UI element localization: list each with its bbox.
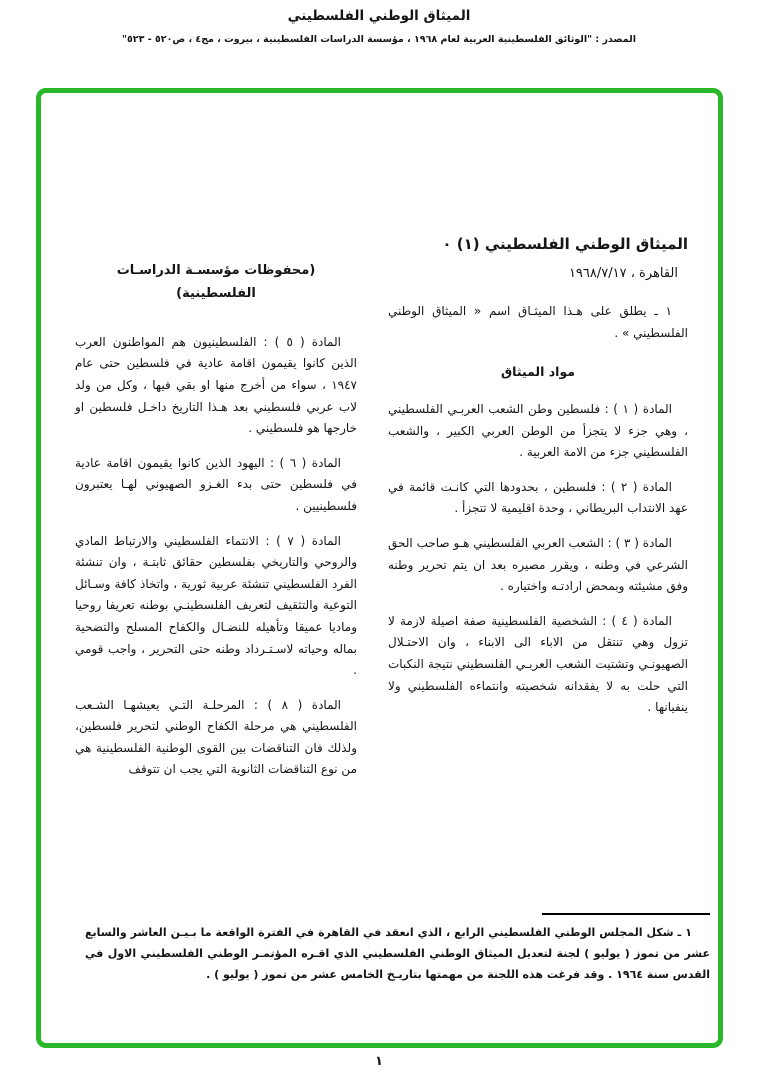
- charter-title: الميثاق الوطني الفلسطيني (١) ٠: [442, 235, 688, 253]
- footnote-text: ١ ـ شكل المجلس الوطني الفلسطيني الرابع ، الذي انعقد في القاهرة في الفترة الواقعة ما بـيـن العاشر والسابع عشر من تموز ( يوليو ) لجنة لتعديل الميثاق الوطني الفلسطيني الذي اقـره المؤتمـر الوطني الفلسطيني الاول في القدس سنة ١٩٦٤ . وقد فرغت هذه اللجنة من مهمتها بتاريـخ الخامس عشر من تموز ( يوليو ) .: [85, 926, 710, 981]
- footnote-block: [85, 913, 710, 986]
- article-7: المادة ( ٧ ) : الانتماء الفلسطيني والارتباط المادي والروحي والتاريخي بفلسطين حقائق ثابتـة ، وان تنشئة الفرد الفلسطيني تنشئة عربية ثورية ، واتخاذ كافة وسـائل التوعية والتثقيف لتعريف الفلسطينـي بوطنه تعريفا روحيا وماديا عميقا وتأهيله للنضـال والكفاح المسلح والتضحية بماله وحياته لاسـتـرداد وطنه حتى التحرير ، واجب قومي .: [75, 533, 357, 678]
- article-8: المادة ( ٨ ) : المرحلـة التـي يعيشهـا الشـعب الفلسطيني هي مرحلة الكفاح الوطني لتحرير فلسطين، ولذلك فان التناقضات بين القوى الوطنية الفلسطينية هي من نوع التناقضات الثانوية التي يجب ان تتوقف: [75, 697, 357, 777]
- page-number: ١: [375, 1054, 383, 1069]
- page-header: [0, 8, 758, 45]
- article-5: المادة ( ٥ ) : الفلسطينيون هم المواطنون العرب الذين كانوا يقيمون اقامة عادية في فلسطين حتى عام ١٩٤٧ ، سواء من أخرج منها او بقي فيها ، وكل من ولد لاب عربي فلسطيني بعد هـذا التاريخ داخـل فلسطين او خارجها هو فلسطيني .: [75, 334, 357, 436]
- column-right: [388, 231, 688, 732]
- article-2: المادة ( ٢ ) : فلسطين ، بحدودها التي كانـت قائمة في عهد الانتداب البريطاني ، وحدة اقليمية لا تتجزأ .: [388, 479, 688, 516]
- column-left: [75, 259, 357, 794]
- article-6: المادة ( ٦ ) : اليهود الذين كانوا يقيمون اقامة عادية في فلسطين حتى بدء الغـزو الصهيوني لهـا يعتبرون فلسطينيين .: [75, 455, 357, 513]
- footnote-divider: [542, 913, 710, 915]
- charter-place-date: القاهرة ، ١٩٦٨/٧/١٧: [568, 266, 678, 281]
- page-header-source-line: المصدر : "الوثائق الفلسطينية العربية لعام ١٩٦٨ ، مؤسسة الدراسات الفلسطينية ، بيروت ، مج٤ ، ص٥٢٠ - ٥٢٣": [122, 34, 636, 45]
- section-heading-articles: مواد الميثاق: [500, 363, 576, 379]
- article-1: المادة ( ١ ) : فلسطين وطن الشعب العربـي الفلسطيني ، وهي جزء لا يتجزأ من الوطن العربي الكبير ، والشعب الفلسطيني جزء من الامة العربية .: [388, 402, 688, 460]
- article-4: المادة ( ٤ ) : الشخصية الفلسطينية صفة اصيلة لازمة لا تزول وهي تنتقل من الاباء الى الابناء ، وان الاحتـلال الصهيونـي وتشتيت الشعب العربـي الفلسطيني نتيجة النكبات التي حلت به لا يفقدانه شخصيته وانتماءه الفلسطيني ولا ينفيانها .: [388, 613, 688, 715]
- charter-intro-paragraph: ١ ـ يطلق على هـذا الميثـاق اسم « الميثاق الوطني الفلسطيني » .: [388, 304, 688, 340]
- page-header-title: الميثاق الوطني الفلسطيني: [287, 8, 471, 24]
- article-3: المادة ( ٣ ) : الشعب العربي الفلسطيني هـو صاحب الحق الشرعي في وطنه ، ويقرر مصيره بعد ان يتم تحرير وطنه وفق مشيئته وبمحض ارادتـه واختياره .: [388, 536, 688, 594]
- green-border-frame: [36, 88, 723, 1048]
- archive-note: (محفوظات مؤسسـة الدراسـات الفلسطينية): [116, 263, 316, 302]
